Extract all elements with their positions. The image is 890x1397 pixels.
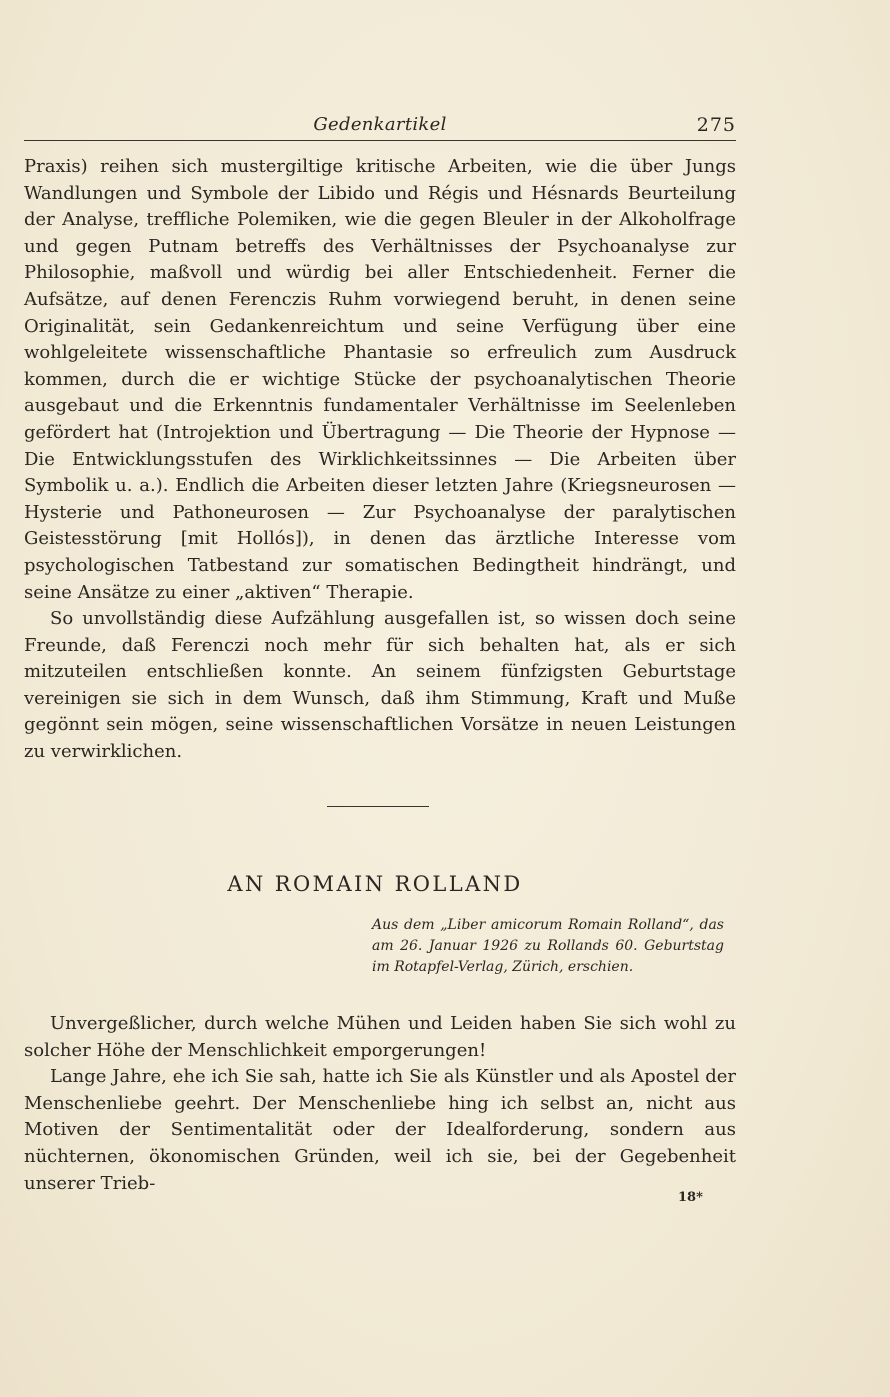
paragraph: Unvergeßlicher, durch welche Mühen und Leiden haben Sie sich wohl zu solcher Höhe der Menschlichkeit emporgerungen! (24, 1013, 736, 1061)
epigraph: Aus dem „Liber amicorum Romain Rolland“, das am 26. Januar 1926 zu Rollands 60. Geburtstag im Rotapfel-Verlag, Zürich, erschien. (372, 917, 724, 975)
letter-body (24, 1011, 736, 1197)
paragraph: So unvollständig diese Aufzählung ausgefallen ist, so wissen doch seine Freunde, daß Ferenczi noch mehr für sich behalten hat, als er sich mitzuteilen entschließen konnte. An seinem fünfzigsten Geburtstage vereinigen sie sich in dem Wunsch, daß ihm Stimmung, Kraft und Muße gegönnt sein mögen, seine wissenschaftlichen Vorsätze in neuen Leistungen zu verwirklichen. (24, 608, 736, 763)
running-title: Gedenkartikel (313, 114, 447, 135)
page-number: 275 (696, 114, 736, 136)
section-divider (327, 806, 429, 807)
section-title: AN ROMAIN ROLLAND (227, 872, 523, 896)
paragraph: Praxis) reihen sich mustergiltige kritische Arbeiten, wie die über Jungs Wandlungen und Symbole der Libido und Régis und Hésnards Beurteilung der Analyse, treffliche Polemiken, wie die gegen Bleuler in der Alkoholfrage und gegen Putnam betreffs des Verhältnisses der Psychoanalyse zur Philosophie, maßvoll und würdig bei aller Entschiedenheit. Ferner die Aufsätze, auf denen Ferenczis Ruhm vorwiegend beruht, in denen seine Originalität, sein Gedankenreichtum und seine Verfügung über eine wohlgeleitete wissenschaftliche Phantasie so erfreulich zum Ausdruck kommen, durch die er wichtige Stücke der psychoanalytischen Theorie ausgebaut und die Erkenntnis fundamentaler Verhältnisse im Seelenleben gefördert hat (Introjektion und Übertragung — Die Theorie der Hypnose — Die Entwicklungsstufen des Wirklichkeitssinnes — Die Arbeiten über Symbolik u. a.). Endlich die Arbeiten dieser letzten Jahre (Kriegsneurosen — Hysterie und Pathoneurosen — Zur Psychoanalyse der paralytischen Geistesstörung [mit Hollós]), in denen das ärztliche Interesse vom psychologischen Tatbestand zur somatischen Bedingtheit hindrängt, und seine Ansätze zu einer „aktiven“ Therapie. (24, 156, 736, 603)
page-header (24, 112, 736, 141)
article-body (24, 154, 736, 766)
signature-mark: 18* (678, 1190, 703, 1205)
paragraph: Lange Jahre, ehe ich Sie sah, hatte ich Sie als Künstler und als Apostel der Menschenliebe geehrt. Der Menschenliebe hing ich selbst an, nicht aus Motiven der Sentimentalität oder der Idealforderung, sondern aus nüchternen, ökonomischen Gründen, weil ich sie, bei der Gegebenheit unserer Trieb- (24, 1066, 736, 1194)
